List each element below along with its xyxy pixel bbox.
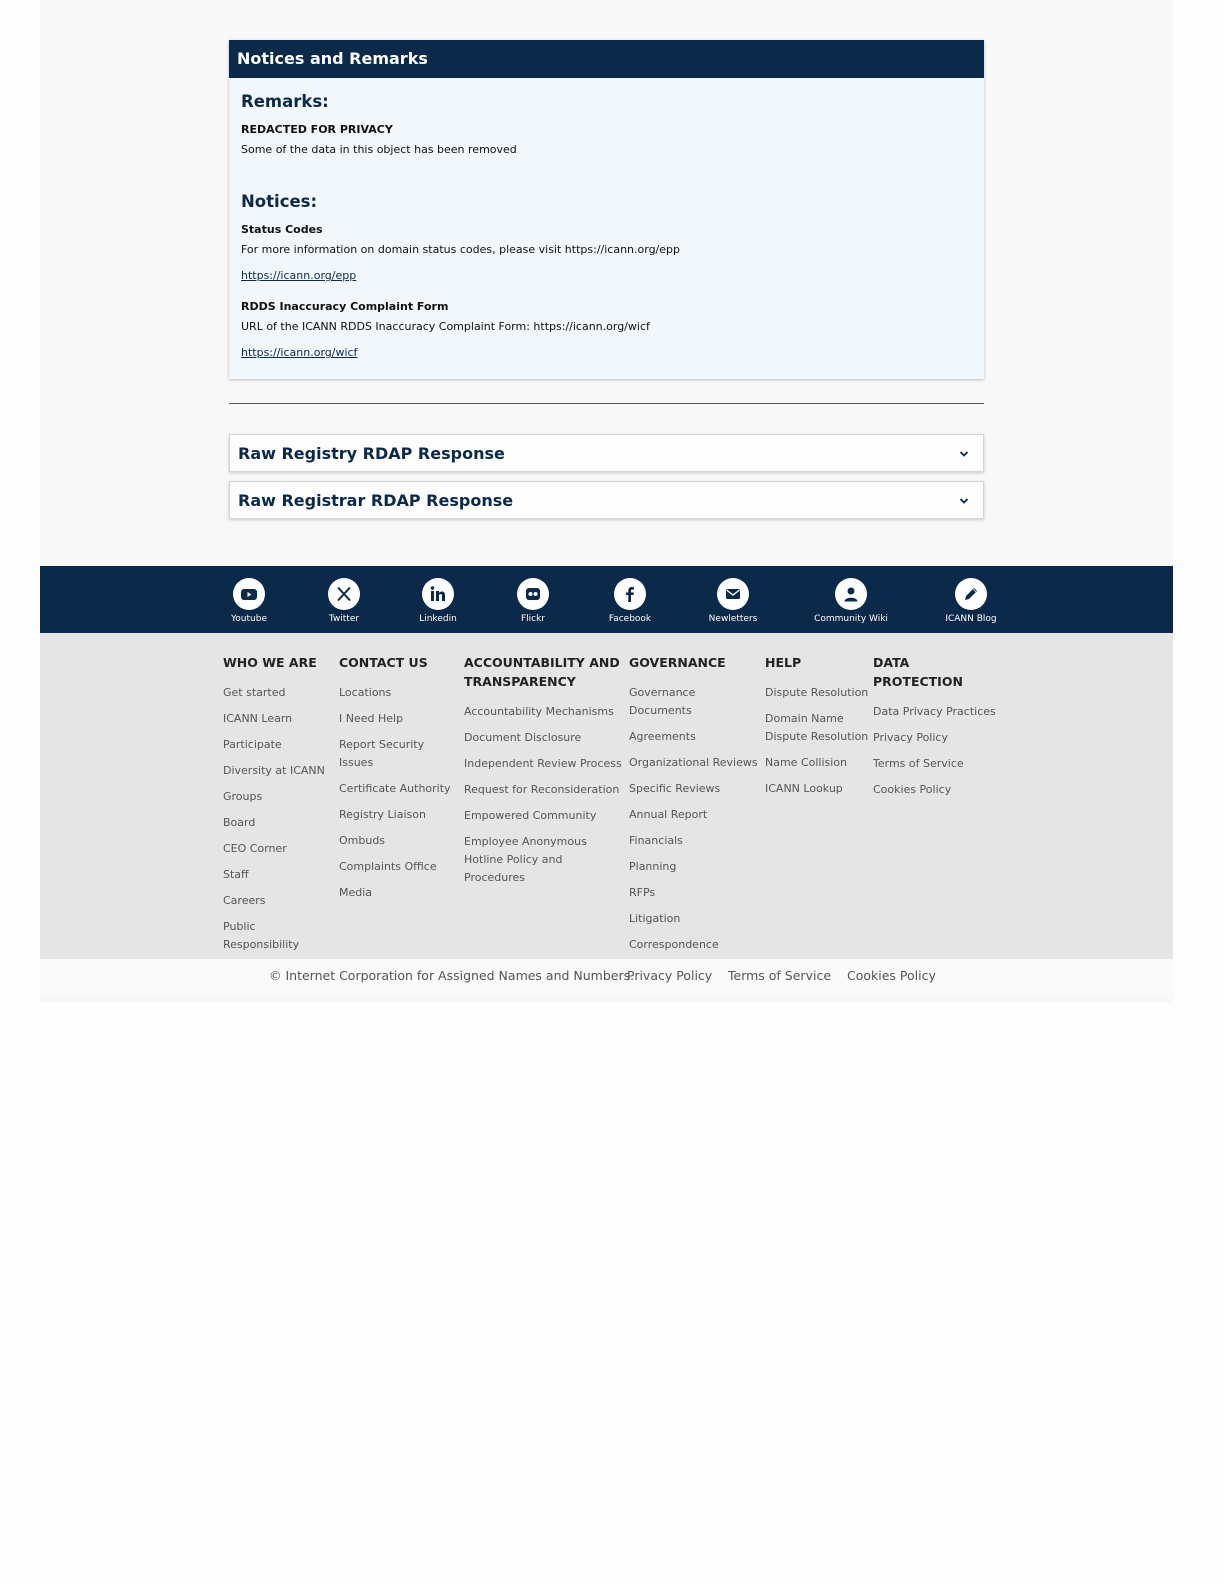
social-community-wiki[interactable]	[796, 578, 906, 624]
footer-link[interactable]: Public Responsibility	[223, 920, 300, 951]
footer-link[interactable]: Staff	[223, 868, 249, 881]
chevron-down-icon	[959, 449, 969, 459]
footer-link[interactable]: Media	[339, 886, 373, 899]
chevron-down-icon	[959, 496, 969, 506]
footer-link[interactable]: Employee Anonymous Hotline Policy and Procedures	[464, 835, 587, 884]
youtube-icon	[240, 585, 258, 603]
remarks-heading: Remarks:	[241, 92, 329, 111]
footer-column-heading: GOVERNANCE	[629, 655, 726, 670]
footer-link[interactable]: ICANN Lookup	[765, 782, 843, 795]
footer-link[interactable]: CEO Corner	[223, 842, 287, 855]
copyright-text: © Internet Corporation for Assigned Names and Numbers.	[269, 968, 635, 983]
copyright-privacy-link[interactable]: Privacy Policy	[627, 968, 713, 983]
notice-item	[241, 223, 972, 290]
footer-link[interactable]: Annual Report	[629, 808, 708, 821]
footer-link[interactable]: Complaints Office	[339, 860, 437, 873]
social-icann-blog[interactable]	[916, 578, 1026, 624]
footer-link[interactable]: Cookies Policy	[873, 783, 952, 796]
footer-link[interactable]: Planning	[629, 860, 677, 873]
footer-link[interactable]: Groups	[223, 790, 263, 803]
user-icon	[842, 585, 860, 603]
footer-link[interactable]: Accountability Mechanisms	[464, 705, 614, 718]
footer-column-governance	[629, 653, 761, 962]
social-label: Newletters	[708, 614, 758, 624]
footer-link[interactable]: Agreements	[629, 730, 696, 743]
notice-link-wicf[interactable]: https://icann.org/wicf	[241, 346, 358, 359]
notice-link-epp[interactable]: https://icann.org/epp	[241, 269, 357, 282]
footer-link[interactable]: Privacy Policy	[873, 731, 948, 744]
footer-link[interactable]: Careers	[223, 894, 266, 907]
notice-text: URL of the ICANN RDDS Inaccuracy Complaint Form: https://icann.org/wicf	[241, 320, 650, 333]
notices-remarks-panel	[229, 40, 984, 379]
social-label: Community Wiki	[814, 614, 888, 624]
copyright-bar	[40, 959, 1173, 995]
footer-link[interactable]: Domain Name Dispute Resolution	[765, 712, 869, 743]
footer-link[interactable]: Document Disclosure	[464, 731, 582, 744]
social-bar	[40, 566, 1173, 633]
panel-title: Notices and Remarks	[229, 40, 984, 78]
footer-link[interactable]: RFPs	[629, 886, 656, 899]
notice-title: RDDS Inaccuracy Complaint Form	[241, 300, 449, 313]
footer-link[interactable]: Correspondence	[629, 938, 719, 951]
footer-link[interactable]: Litigation	[629, 912, 681, 925]
footer-link[interactable]: Locations	[339, 686, 392, 699]
footer-link[interactable]: Ombuds	[339, 834, 386, 847]
social-label: Twitter	[328, 614, 360, 624]
footer-column-heading: DATA PROTECTION	[873, 655, 963, 689]
remark-title: REDACTED FOR PRIVACY	[241, 123, 393, 136]
copyright-cookies-link[interactable]: Cookies Policy	[847, 968, 936, 983]
envelope-icon	[724, 585, 742, 603]
social-newsletters[interactable]	[678, 578, 788, 624]
social-linkedin[interactable]	[383, 578, 493, 624]
footer-link[interactable]: Participate	[223, 738, 282, 751]
main-content	[229, 40, 984, 379]
x-twitter-icon	[335, 585, 353, 603]
footer-link[interactable]: Certificate Authority	[339, 782, 451, 795]
footer-link[interactable]: Specific Reviews	[629, 782, 721, 795]
footer-link[interactable]: Empowered Community	[464, 809, 597, 822]
notice-text: For more information on domain status codes, please visit https://icann.org/epp	[241, 243, 680, 256]
facebook-icon	[621, 585, 639, 603]
footer-column-heading: ACCOUNTABILITY AND TRANSPARENCY	[464, 655, 620, 689]
section-divider	[229, 403, 984, 404]
footer-column-who-we-are	[223, 653, 335, 962]
raw-registry-accordion[interactable]	[229, 434, 984, 472]
notices-heading: Notices:	[241, 192, 318, 211]
footer-link[interactable]: I Need Help	[339, 712, 404, 725]
social-label: Flickr	[520, 614, 546, 624]
social-label: Youtube	[231, 614, 267, 624]
footer-column-help	[765, 653, 869, 806]
social-label: Facebook	[608, 614, 652, 624]
footer-link[interactable]: Board	[223, 816, 256, 829]
footer-column-heading: CONTACT US	[339, 655, 428, 670]
footer-column-heading: WHO WE ARE	[223, 655, 317, 670]
footer-link[interactable]: Governance Documents	[629, 686, 696, 717]
notice-title: Status Codes	[241, 223, 323, 236]
footer-link[interactable]: Get started	[223, 686, 286, 699]
remark-text: Some of the data in this object has been removed	[241, 143, 517, 156]
footer-column-contact-us	[339, 653, 461, 910]
footer-link[interactable]: Independent Review Process	[464, 757, 622, 770]
footer-link[interactable]: Registry Liaison	[339, 808, 426, 821]
footer-link[interactable]: Report Security Issues	[339, 738, 425, 769]
footer-link[interactable]: Data Privacy Practices	[873, 705, 996, 718]
linkedin-icon	[429, 585, 447, 603]
raw-registrar-accordion[interactable]	[229, 481, 984, 519]
accordion-title: Raw Registrar RDAP Response	[238, 491, 514, 510]
footer-links	[40, 633, 1173, 959]
notice-item	[241, 300, 972, 367]
accordion-title: Raw Registry RDAP Response	[238, 444, 505, 463]
footer-link[interactable]: Name Collision	[765, 756, 848, 769]
footer-link[interactable]: Financials	[629, 834, 683, 847]
social-label: ICANN Blog	[945, 614, 997, 624]
social-facebook[interactable]	[575, 578, 685, 624]
social-flickr[interactable]	[478, 578, 588, 624]
pencil-icon	[962, 585, 980, 603]
footer-link[interactable]: Organizational Reviews	[629, 756, 758, 769]
footer-column-data-protection	[873, 653, 998, 807]
remark-item	[241, 123, 972, 158]
social-label: Linkedin	[419, 614, 457, 624]
footer-link[interactable]: Diversity at ICANN	[223, 764, 325, 777]
copyright-terms-link[interactable]: Terms of Service	[728, 968, 832, 983]
flickr-icon	[524, 585, 542, 603]
social-youtube[interactable]	[194, 578, 304, 624]
footer-link[interactable]: Terms of Service	[873, 757, 964, 770]
footer-link[interactable]: Request for Reconsideration	[464, 783, 620, 796]
footer-link[interactable]: Dispute Resolution	[765, 686, 869, 699]
footer-column-accountability	[464, 653, 624, 895]
footer-column-heading: HELP	[765, 655, 802, 670]
footer-link[interactable]: ICANN Learn	[223, 712, 293, 725]
